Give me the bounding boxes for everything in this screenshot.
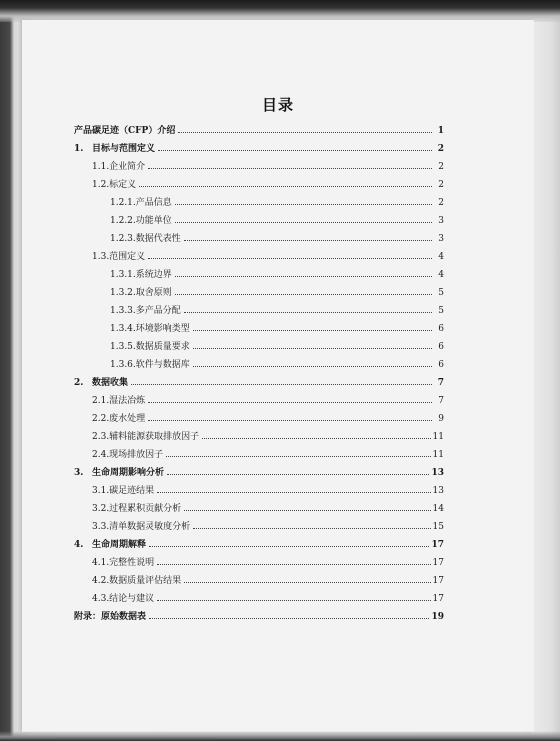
toc-entry-text: 2.4.现场排放因子 — [92, 450, 164, 460]
dot-leader — [157, 563, 430, 565]
toc-entry-page: 3 — [438, 216, 444, 226]
toc-entry — [74, 226, 444, 244]
dot-leader — [193, 329, 432, 331]
toc-entry — [74, 244, 444, 262]
toc-entry-page: 6 — [438, 342, 444, 352]
dot-leader — [175, 293, 432, 295]
toc-entry — [74, 586, 444, 604]
toc-entry-page: 17 — [432, 558, 444, 568]
toc-entry — [74, 316, 444, 334]
toc-entry — [74, 460, 444, 478]
dot-leader — [139, 185, 432, 187]
toc-entry-page: 13 — [432, 486, 444, 496]
toc-entry-text: 1.3.2.取舍原则 — [110, 288, 172, 298]
toc-entry-text: 1.3.6.软件与数据库 — [110, 360, 190, 370]
toc-entry-text: 1.1.企业简介 — [92, 162, 146, 172]
dot-leader — [193, 365, 432, 367]
toc-entry — [74, 136, 444, 154]
dot-leader — [178, 131, 432, 133]
dot-leader — [167, 473, 429, 475]
toc-entry — [74, 550, 444, 568]
toc-entry — [74, 604, 444, 622]
toc-entry — [74, 406, 444, 424]
toc-entry-page: 2 — [438, 180, 444, 190]
toc-entry-text: 目标与范围定义 — [92, 144, 156, 154]
dot-leader — [148, 257, 432, 259]
toc-entry — [74, 514, 444, 532]
toc-entry — [74, 118, 444, 136]
toc-entry-text: 1.3.4.环境影响类型 — [110, 324, 190, 334]
toc-entry-text: 生命周期解释 — [92, 540, 147, 550]
toc-entry-text: 3.2.过程累积贡献分析 — [92, 504, 182, 514]
toc-entry-text: 产品碳足迹（CFP）介绍 — [74, 126, 176, 136]
toc-entry-page: 1 — [437, 126, 444, 136]
dot-leader — [148, 167, 432, 169]
toc-entry — [74, 370, 444, 388]
toc-entry-text: 1.3.3.多产品分配 — [110, 306, 181, 316]
toc-entry-text: 3.1.碳足迹结果 — [92, 486, 155, 496]
dot-leader — [175, 221, 432, 223]
dot-leader — [149, 545, 429, 547]
toc-entry-page: 5 — [438, 306, 444, 316]
toc-entry-page: 14 — [432, 504, 444, 514]
dot-leader — [157, 599, 430, 601]
toc-entry-page: 17 — [432, 594, 444, 604]
toc-entry-number: 2. — [74, 378, 84, 388]
toc-entry-text: 2.2.废水处理 — [92, 414, 146, 424]
toc-entry-text: 1.3.5.数据质量要求 — [110, 342, 190, 352]
toc-entry — [74, 172, 444, 190]
toc-entry-page: 9 — [438, 414, 444, 424]
toc-entry — [74, 334, 444, 352]
toc-entry-page: 4 — [438, 252, 444, 262]
toc-entry-text: 1.3.1.系统边界 — [110, 270, 172, 280]
toc-entry-page: 17 — [432, 576, 444, 586]
toc-entry-text: 4.2.数据质量评估结果 — [92, 576, 182, 586]
toc-entry-page: 2 — [437, 144, 444, 154]
toc-entry-text: 数据收集 — [92, 378, 129, 388]
toc-entry-page: 13 — [431, 468, 444, 478]
toc-entry-text: 4.1.完整性说明 — [92, 558, 155, 568]
toc-entry-page: 7 — [437, 378, 444, 388]
dot-leader — [131, 383, 432, 385]
dot-leader — [193, 347, 432, 349]
dot-leader — [175, 203, 432, 205]
toc-entry-page: 4 — [438, 270, 444, 280]
toc-entry — [74, 424, 444, 442]
toc-entry-page: 2 — [438, 198, 444, 208]
dot-leader — [148, 419, 432, 421]
toc-entry-text: 1.2.2.功能单位 — [110, 216, 172, 226]
toc-entry — [74, 568, 444, 586]
toc-entry-page: 11 — [432, 432, 444, 442]
toc-entry-text: 附录：原始数据表 — [74, 612, 147, 622]
dot-leader — [184, 509, 430, 511]
toc-entry-page: 19 — [431, 612, 444, 622]
dot-leader — [149, 617, 429, 619]
toc-entry-text: 2.3.辅料能源获取排放因子 — [92, 432, 200, 442]
toc-entry-page: 5 — [438, 288, 444, 298]
toc-entry-page: 7 — [438, 396, 444, 406]
toc-entry-page: 17 — [431, 540, 444, 550]
toc-entry-text: 4.3.结论与建议 — [92, 594, 155, 604]
toc-entry-page: 2 — [438, 162, 444, 172]
toc-entry — [74, 352, 444, 370]
toc-entry-text: 生命周期影响分析 — [92, 468, 165, 478]
dot-leader — [202, 437, 430, 439]
dot-leader — [148, 401, 432, 403]
toc-list — [74, 118, 444, 622]
toc-entry-text: 1.3.范围定义 — [92, 252, 146, 262]
toc-entry-text: 2.1.湿法冶炼 — [92, 396, 146, 406]
dot-leader — [193, 527, 430, 529]
toc-entry — [74, 388, 444, 406]
document-page — [22, 20, 534, 732]
dot-leader — [184, 239, 432, 241]
toc-entry — [74, 280, 444, 298]
toc-entry-text: 1.2.标定义 — [92, 180, 137, 190]
toc-entry — [74, 208, 444, 226]
dot-leader — [184, 311, 432, 313]
toc-entry-number: 1. — [74, 144, 84, 154]
toc-entry — [74, 298, 444, 316]
toc-title: 目录 — [261, 96, 294, 114]
toc-entry-page: 11 — [432, 450, 444, 460]
toc-entry-text: 1.2.1.产品信息 — [110, 198, 172, 208]
toc-entry — [74, 478, 444, 496]
toc-entry-page: 3 — [438, 234, 444, 244]
toc-entry — [74, 496, 444, 514]
toc-entry-page: 6 — [438, 324, 444, 334]
toc-entry — [74, 154, 444, 172]
toc-entry-page: 6 — [438, 360, 444, 370]
toc-entry-number: 4. — [74, 540, 84, 550]
toc-entry-number: 3. — [74, 468, 84, 478]
dot-leader — [158, 149, 432, 151]
toc-entry-text: 1.2.3.数据代表性 — [110, 234, 181, 244]
toc-entry-text: 3.3.清单数据灵敏度分析 — [92, 522, 191, 532]
toc-entry — [74, 190, 444, 208]
toc-entry-page: 15 — [432, 522, 444, 532]
dot-leader — [175, 275, 432, 277]
dot-leader — [184, 581, 430, 583]
dot-leader — [157, 491, 430, 493]
toc-entry — [74, 532, 444, 550]
toc-entry — [74, 262, 444, 280]
toc-entry — [74, 442, 444, 460]
dot-leader — [166, 455, 430, 457]
